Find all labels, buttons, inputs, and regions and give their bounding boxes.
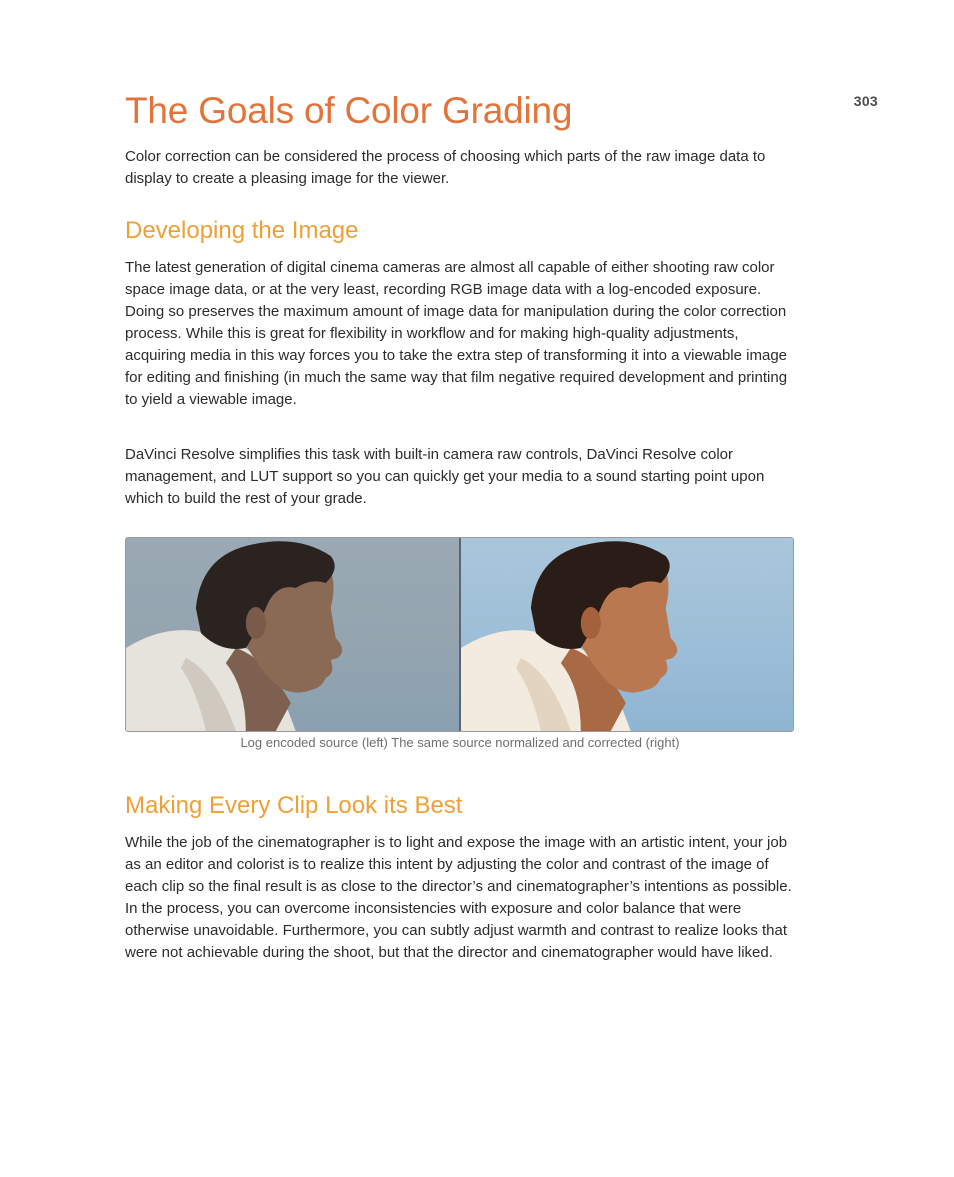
log-portrait-illustration: [126, 538, 459, 731]
intro-paragraph: Color correction can be considered the process of choosing which parts of the raw image data to display to create a pleasing image for the viewer.: [125, 148, 766, 187]
best-paragraph-1: While the job of the cinematographer is to light and expose the image with an artistic intent, your job as an editor and colorist is to realize this intent by adjusting the color and contrast of the image of each clip so the final result is as close to the director’s and cinematographer’s intentions as possible. In the process, you can overcome inconsistencies with exposure and color balance that were otherwise unavoidable. Furthermore, you can subtly adjust warmth and contrast to realize looks that were not achievable during the shoot, but that the director and cinematographer would have liked.: [125, 834, 792, 961]
page-number: 303: [853, 93, 878, 109]
log-source-image: [126, 538, 461, 731]
developing-paragraph-1: The latest generation of digital cinema cameras are almost all capable of either shooting raw color space image data, or at the very least, recording RGB image data with a log-encoded exposure. Doing so preserves the maximum amount of image data for manipulation during the color correction process. While this is great for flexibility in workflow and for making high-quality adjustments, acquiring media in this way forces you to take the extra step of transforming it into a viewable image for editing and finishing (in much the same way that film negative required development and printing to yield a viewable image.: [125, 259, 788, 408]
figure-caption: Log encoded source (left) The same source normalized and corrected (right): [240, 735, 680, 750]
developing-paragraph-2: DaVinci Resolve simplifies this task with built-in camera raw controls, DaVinci Resolve color management, and LUT support so you can quickly get your media to a sound starting point upon which to build the rest of your grade.: [125, 446, 765, 507]
section-heading-developing: Developing the Image: [125, 217, 359, 244]
section-heading-best: Making Every Clip Look its Best: [125, 792, 463, 819]
corrected-portrait-illustration: [461, 538, 794, 731]
comparison-figure: [125, 537, 794, 732]
corrected-image: [461, 538, 794, 731]
page-title: The Goals of Color Grading: [125, 90, 573, 131]
